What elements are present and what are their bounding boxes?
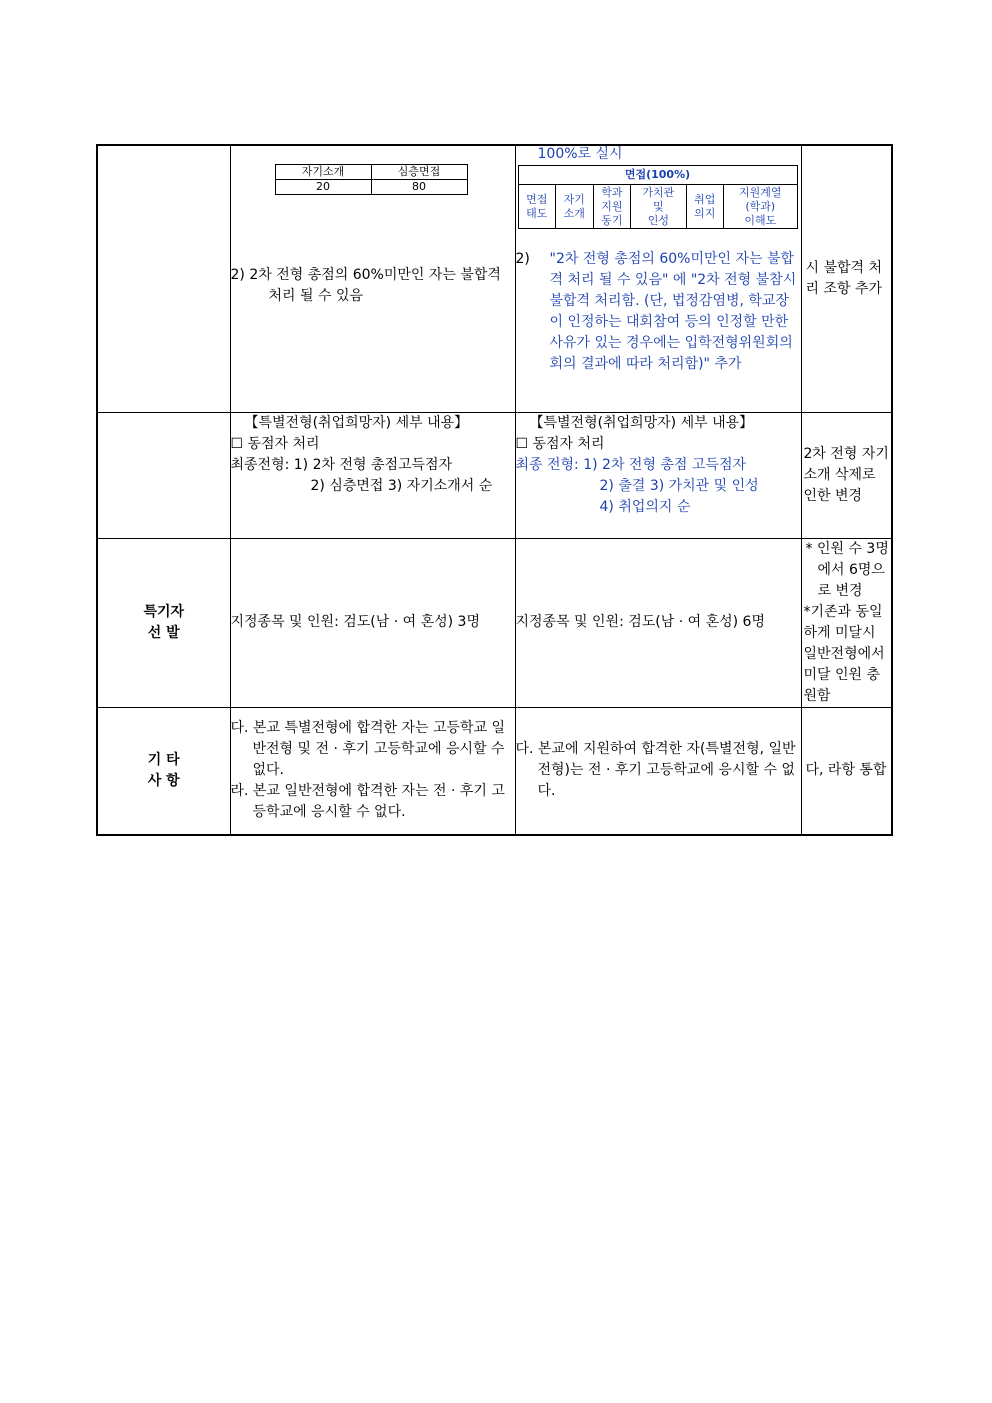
rule-item: 다. 본교에 지원하여 합격한 자(특별전형, 일반전형)는 전 · 후기 고등학교에 응시할 수 없다. xyxy=(515,741,796,800)
score-ratio-table xyxy=(275,164,468,195)
note-line: *기존과 동일하게 미달시 일반전형에서 미달 인원 충원함 xyxy=(803,603,885,704)
fail-rule-text: "2차 전형 총점의 60%미만인 자는 불합격 처리 될 수 있음" 에 "2차 전형 불참시 불합격 처리함. (단, 법정감염병, 학교장이 인정하는 대회참여 등의 인정할 만한 사유가 있는 경우에는 입학전형위원회의 회의 결과에 따라 처리함)" 추가 xyxy=(549,251,797,372)
category-label: 사 항 xyxy=(147,772,180,789)
section-title: 【특별전형(취업희망자) 세부 내용】 xyxy=(244,414,469,431)
table-row xyxy=(97,538,892,707)
after-cell: 지정종목 및 인원: 검도(남 · 여 혼성) 6명 xyxy=(515,538,801,707)
tiebreak-line: 최종전형: 1) 2차 전형 총점고득점자 xyxy=(230,456,453,473)
category-cell xyxy=(97,538,230,707)
table-row xyxy=(97,707,892,835)
criteria-header: 면접 태도 xyxy=(518,185,556,229)
before-cell xyxy=(230,145,515,412)
criteria-header: 학과 지원 동기 xyxy=(593,185,631,229)
note-cell xyxy=(801,538,892,707)
after-cell xyxy=(515,145,801,412)
tiebreak-line: 최종 전형: 1) 2차 전형 총점 고득점자 xyxy=(515,456,747,473)
criteria-header: 가치관 및 인성 xyxy=(631,185,686,229)
category-cell-empty xyxy=(97,412,230,538)
checkbox-item: ☐ 동점자 처리 xyxy=(230,435,320,452)
value-interview: 80 xyxy=(371,180,467,195)
tiebreak-line: 2) 심층면접 3) 자기소개서 순 xyxy=(310,477,493,494)
interview-criteria-table xyxy=(518,165,798,229)
tiebreak-line: 2) 출결 3) 가치관 및 인성 xyxy=(599,477,759,494)
rule-item: 다. 본교 특별전형에 합격한 자는 고등학교 일반전형 및 전 · 후기 고등학교에 응시할 수 없다. xyxy=(230,720,506,779)
group-header: 면접(100%) xyxy=(518,166,797,185)
lead-text: 100%로 실시 xyxy=(537,146,623,162)
note-cell: 시 불합격 처리 조항 추가 xyxy=(801,145,892,412)
note-cell: 2차 전형 자기소개 삭제로 인한 변경 xyxy=(801,412,892,538)
value-self-intro: 20 xyxy=(275,180,371,195)
table-row xyxy=(97,412,892,538)
after-cell xyxy=(515,707,801,835)
comparison-table xyxy=(96,144,893,836)
tiebreak-line: 4) 취업의지 순 xyxy=(599,498,691,515)
note-line: * 인원 수 3명에서 6명으로 변경 xyxy=(805,540,889,599)
criteria-header: 지원계열 (학과) 이해도 xyxy=(724,185,797,229)
before-cell xyxy=(230,707,515,835)
section-title: 【특별전형(취업희망자) 세부 내용】 xyxy=(529,414,754,431)
table-row xyxy=(97,145,892,412)
after-cell xyxy=(515,412,801,538)
category-label: 기 타 xyxy=(147,751,180,768)
criteria-header: 자기 소개 xyxy=(556,185,594,229)
item-number: 2) xyxy=(515,251,530,267)
category-label: 선 발 xyxy=(147,624,180,641)
note-cell: 다, 라항 통합 xyxy=(801,707,892,835)
header-interview: 심층면접 xyxy=(371,165,467,180)
category-label: 특기자 xyxy=(143,603,185,620)
rule-item: 라. 본교 일반전형에 합격한 자는 전 · 후기 고등학교에 응시할 수 없다. xyxy=(230,783,505,821)
before-cell: 지정종목 및 인원: 검도(남 · 여 혼성) 3명 xyxy=(230,538,515,707)
header-self-intro: 자기소개 xyxy=(275,165,371,180)
before-cell xyxy=(230,412,515,538)
fail-rule-block xyxy=(516,249,801,375)
criteria-header: 취업 의지 xyxy=(686,185,724,229)
checkbox-item: ☐ 동점자 처리 xyxy=(515,435,605,452)
category-cell-empty xyxy=(97,145,230,412)
category-cell xyxy=(97,707,230,835)
fail-rule-text: 2) 2차 전형 총점의 60%미만인 자는 불합격 처리 될 수 있음 xyxy=(230,267,501,304)
